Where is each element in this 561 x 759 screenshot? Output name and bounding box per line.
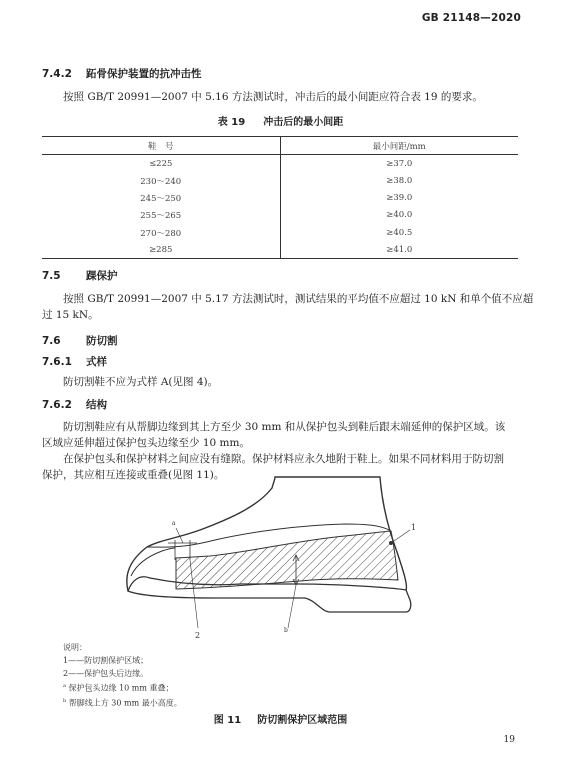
note-text: 帮脚线上方 30 mm 最小高度。 — [68, 698, 182, 708]
section-title: 跖骨保护装置的抗冲击性 — [86, 68, 202, 80]
section-7-5-paragraph-line2: 过 15 kN。 — [42, 309, 99, 321]
table-caption: 冲击后的最小间距 — [263, 117, 344, 128]
column-header-min-distance: 最小间距/mm — [280, 137, 518, 155]
figure-legend — [63, 641, 182, 709]
figure-caption: 防切割保护区域范围 — [257, 715, 348, 726]
cell-distance: ≥40.5 — [386, 227, 413, 238]
note-mark: b — [63, 697, 67, 704]
figure-label-a: a — [172, 520, 176, 527]
section-7-6-2-para1-line2: 区域应延伸超过保护包头边缘至少 10 mm。 — [42, 437, 250, 449]
section-number: 7.6 — [42, 335, 61, 347]
section-title: 踝保护 — [86, 270, 118, 282]
figure-label: 图 11 — [213, 715, 242, 726]
cell-distance: ≥37.0 — [386, 158, 413, 169]
section-title: 式样 — [86, 356, 107, 368]
cell-size: 230～240 — [42, 172, 280, 189]
page-number: 19 — [503, 735, 515, 745]
cell-distance: ≥38.0 — [386, 175, 413, 186]
figure-11-title — [0, 711, 561, 726]
cell-size: ≤225 — [42, 155, 280, 173]
cell-distance: ≥39.0 — [386, 193, 413, 204]
legend-item: 2——保护包头后边缘。 — [63, 669, 149, 678]
legend-item: 1——防切割保护区域； — [63, 656, 149, 665]
cell-distance: ≥40.0 — [386, 210, 413, 221]
section-7-6-2-para2-line2: 保护，其应相互连接或重叠(见图 11)。 — [42, 469, 225, 481]
cell-distance: ≥41.0 — [280, 241, 518, 259]
note-mark: a — [63, 683, 66, 689]
figure-label-1: 1 — [411, 523, 417, 532]
table-label: 表 19 — [217, 117, 246, 128]
section-7-6-2-para2-line1: 在保护包头和保护材料之间应没有缝隙。保护材料应永久地附于鞋上。如果不同材料用于防切割 — [63, 453, 504, 465]
standard-number: GB 21148—2020 — [421, 12, 521, 24]
note-text: 保护包头边缘 10 mm 重叠； — [68, 683, 174, 693]
figure-label-2: 2 — [195, 631, 201, 640]
section-7-6-1-paragraph: 防切割鞋不应为式样 A(见图 4)。 — [63, 376, 219, 388]
section-7-5-paragraph-line1: 按照 GB/T 20991—2007 中 5.17 方法测试时，测试结果的平均值不应超过 10 kN 和单个值不应超 — [63, 293, 534, 305]
cell-size: 270～280 — [42, 224, 280, 241]
section-number: 7.5 — [42, 270, 61, 282]
section-number: 7.6.2 — [42, 399, 72, 411]
legend-note — [63, 695, 182, 710]
leader-1-dot — [389, 541, 393, 545]
section-title: 结构 — [86, 399, 107, 411]
section-title: 防切割 — [86, 335, 118, 347]
leader-1 — [391, 530, 410, 543]
cell-size: ≥285 — [42, 241, 280, 259]
section-7-4-2-paragraph: 按照 GB/T 20991—2007 中 5.16 方法测试时，冲击后的最小间距应符合表 19 的要求。 — [63, 91, 483, 103]
toe-cap-line — [131, 548, 175, 576]
protection-zone-hatched — [176, 531, 398, 589]
section-number: 7.4.2 — [42, 68, 72, 80]
legend-title: 说明： — [63, 643, 87, 652]
section-number: 7.6.1 — [42, 356, 72, 368]
section-7-6-2-para1-line1: 防切割鞋应有从帮脚边缘到其上方至少 30 mm 和从保护包头到鞋后跟末端延伸的保护区域。该 — [63, 421, 506, 433]
cell-size: 245～250 — [42, 190, 280, 207]
legend-note — [63, 680, 182, 695]
figure-label-b: b — [284, 627, 288, 634]
column-header-size: 鞋 号 — [42, 137, 280, 155]
cell-size: 255～265 — [42, 207, 280, 224]
